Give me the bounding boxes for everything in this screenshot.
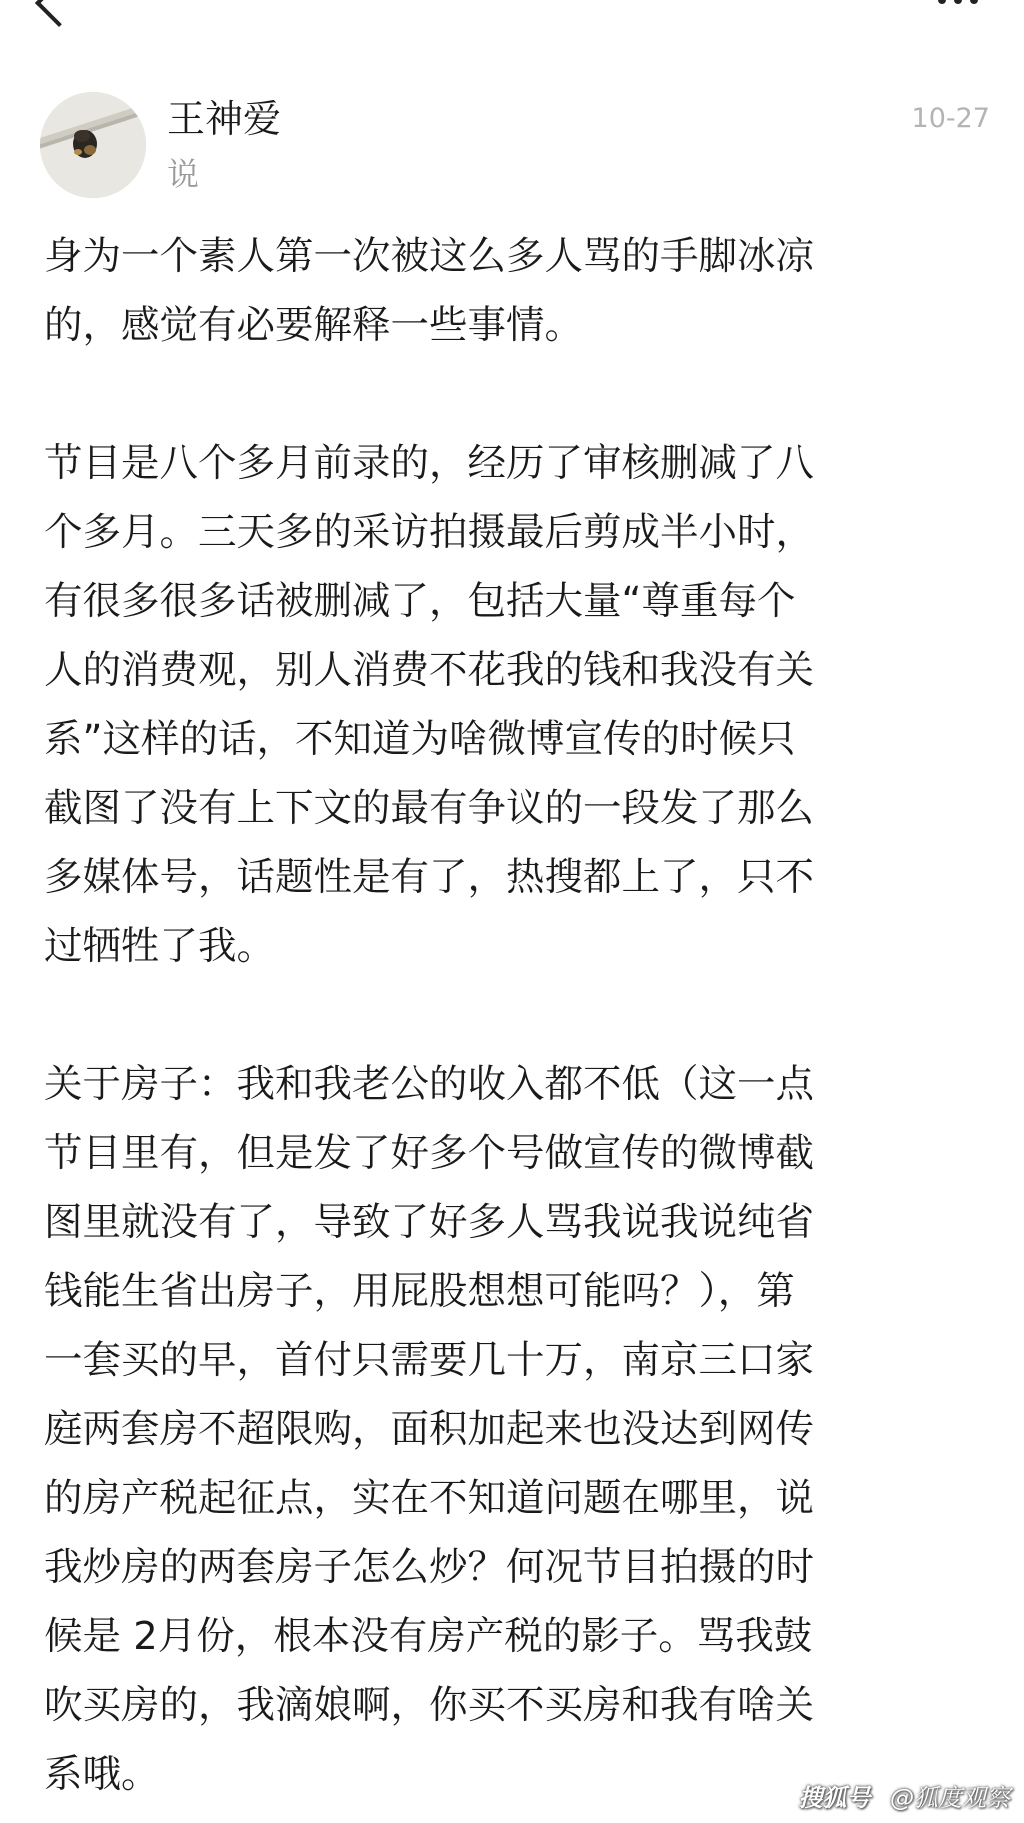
more-dots-icon[interactable]: [938, 0, 978, 4]
dot: [938, 0, 946, 4]
back-chevron-icon[interactable]: [35, 0, 83, 27]
top-bar: [0, 0, 1024, 40]
watermark-source: 搜狐号: [798, 1784, 871, 1812]
author-action: 说: [167, 155, 200, 193]
post-header: [40, 92, 990, 202]
watermark: [798, 1783, 1010, 1813]
dot: [954, 0, 962, 4]
post-date: 10-27: [911, 103, 990, 134]
post-body: [44, 222, 964, 1809]
watermark-account: @狐度观察: [890, 1784, 1010, 1812]
post-paragraph: 节目是八个多月前录的，经历了审核删减了八 个多月。三天多的采访拍摄最后剪成半小时， 有很多很多话被删减了，包括大量“尊重每个 人的消费观，别人消费不花我的钱和我没有关 系”这样的话，不知道为啥微博宣传的时候只 截图了没有上下文的最有争议的一段发了那么 多媒体号，话题性是有了，热搜都上了，只不 过牺牲了我。: [44, 441, 815, 969]
post-paragraph: 关于房子：我和我老公的收入都不低（这一点 节目里有，但是发了好多个号做宣传的微博截 图里就没有了，导致了好多人骂我说我说纯省 钱能生省出房子，用屁股想想可能吗？），第 一套买的早，首付只需要几十万，南京三口家 庭两套房不超限购，面积加起来也没达到网传 的房产税起征点，实在不知道问题在哪里，说 我炒房的两套房子怎么炒？何况节目拍摄的时 候是 2月份，根本没有房产税的影子。骂我鼓 吹买房的，我滴娘啊，你买不买房和我有啥关 系哦。: [44, 1062, 815, 1797]
author-name[interactable]: 王神爱: [167, 97, 282, 141]
dot: [970, 0, 978, 4]
avatar[interactable]: [40, 92, 146, 198]
avatar-image: [40, 92, 146, 198]
post-paragraph: 身为一个素人第一次被这么多人骂的手脚冰凉 的，感觉有必要解释一些事情。: [44, 234, 815, 348]
